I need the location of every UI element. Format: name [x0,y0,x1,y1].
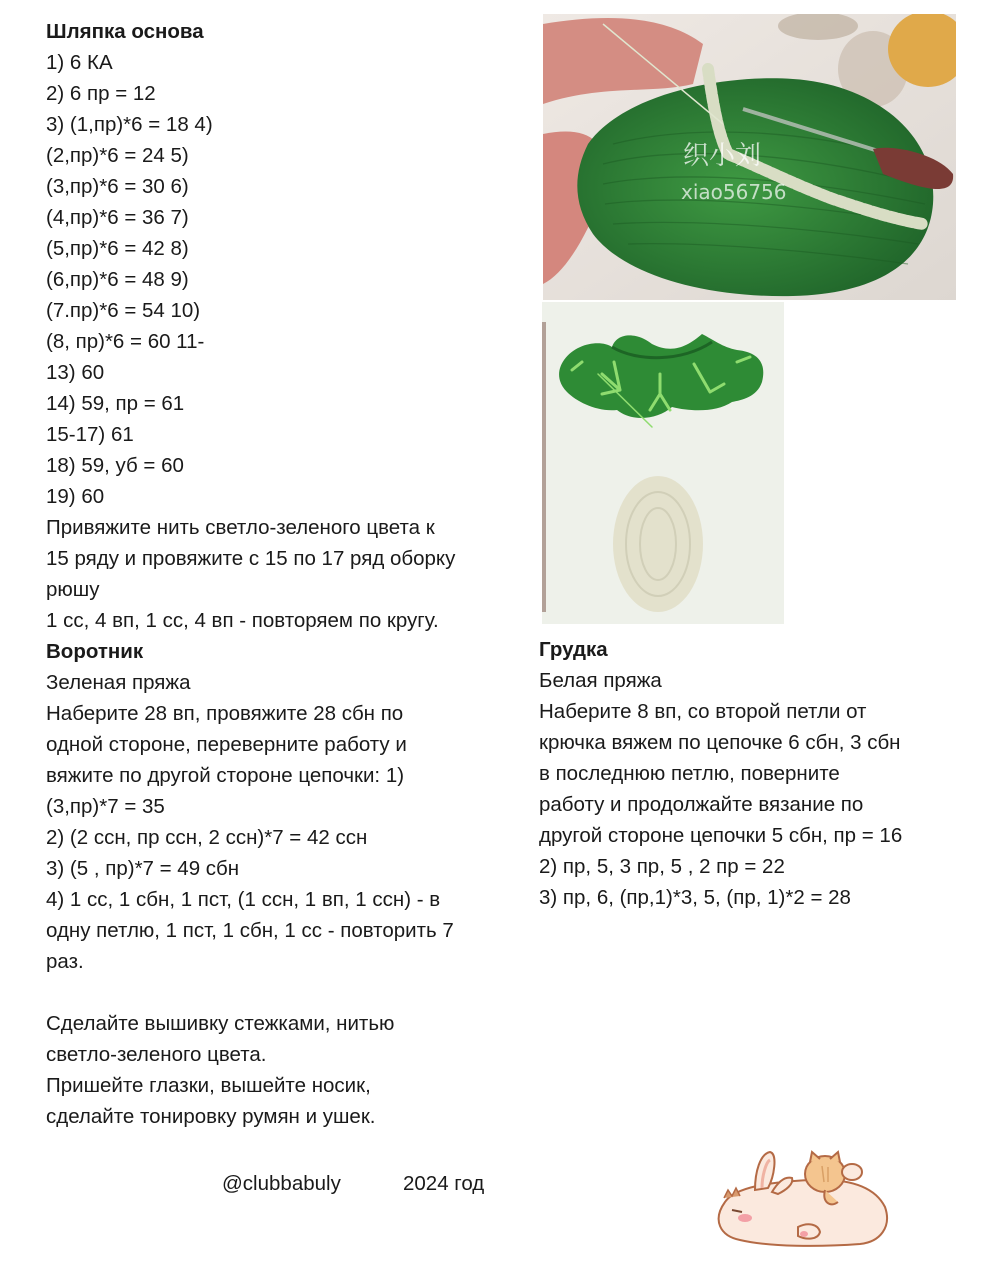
collar-step: вяжите по другой стороне цепочки: 1) [46,764,405,787]
collar-breast-photo [542,302,784,624]
breast-heading: Грудка [539,638,608,661]
finishing-line: Сделайте вышивку стежками, нитью [46,1012,395,1035]
collar-step: раз. [46,950,84,973]
hat-step: (4,пр)*6 = 36 7) [46,206,189,229]
breast-yarn: Белая пряжа [539,669,662,692]
watermark-text: xiao56756 [681,180,787,204]
hat-step: 2) 6 пр = 12 [46,82,156,105]
hat-crochet-photo [543,14,956,300]
hat-ruffle-instruction: 1 сс, 4 вп, 1 сс, 4 вп - повторяем по кругу. [46,609,439,632]
hat-step: (3,пр)*6 = 30 6) [46,175,189,198]
finishing-line: Пришейте глазки, вышейте носик, [46,1074,371,1097]
finishing-line: светло-зеленого цвета. [46,1043,267,1066]
breast-step: 3) пр, 6, (пр,1)*3, 5, (пр, 1)*2 = 28 [539,886,851,909]
hat-step: 13) 60 [46,361,105,384]
hat-step: 18) 59, уб = 60 [46,454,184,477]
hat-crochet-illustration [543,14,956,300]
collar-step: одну петлю, 1 пст, 1 сбн, 1 сс - повторить 7 [46,919,454,942]
hat-step: 3) (1,пр)*6 = 18 4) [46,113,213,136]
hat-ruffle-instruction: Привяжите нить светло-зеленого цвета к [46,516,435,539]
bunny-cat-sticker-icon [700,1132,910,1262]
watermark-cn: 织小刘 [683,141,762,171]
hat-step: 15-17) 61 [46,423,134,446]
year-label: 2024 год [403,1172,485,1195]
left-column [46,16,526,1132]
breast-step: в последнюю петлю, поверните [539,762,840,785]
collar-step: (3,пр)*7 = 35 [46,795,165,818]
finishing-line: сделайте тонировку румян и ушек. [46,1105,376,1128]
collar-step: 3) (5 , пр)*7 = 49 сбн [46,857,240,880]
author-handle: @clubbabuly [222,1172,341,1195]
hat-base-steps [46,47,526,636]
collar-step: одной стороне, переверните работу и [46,733,407,756]
breast-step: работу и продолжайте вязание по [539,793,864,816]
collar-steps [46,667,526,977]
hat-step: 1) 6 КА [46,51,113,74]
hat-step: 14) 59, пр = 61 [46,392,185,415]
hat-step: (2,пр)*6 = 24 5) [46,144,189,167]
hat-ruffle-instruction: рюшу [46,578,100,601]
collar-yarn: Зеленая пряжа [46,671,191,694]
collar-step: 4) 1 сс, 1 сбн, 1 пст, (1 ссн, 1 вп, 1 ссн) - в [46,888,441,911]
spacer [46,977,526,1008]
collar-breast-illustration [542,302,784,624]
collar-step: 2) (2 ссн, пр ссн, 2 ссн)*7 = 42 ссн [46,826,368,849]
hat-step: (6,пр)*6 = 48 9) [46,268,189,291]
hat-base-heading: Шляпка основа [46,20,204,43]
breast-step: крючка вяжем по цепочке 6 сбн, 3 сбн [539,731,901,754]
breast-step: Наберите 8 вп, со второй петли от [539,700,867,723]
breast-step: 2) пр, 5, 3 пр, 5 , 2 пр = 22 [539,855,785,878]
right-column [539,634,969,913]
hat-ruffle-instruction: 15 ряду и провяжите с 15 по 17 ряд оборку [46,547,456,570]
hat-step: (7.пр)*6 = 54 10) [46,299,201,322]
hat-step: 19) 60 [46,485,105,508]
breast-step: другой стороне цепочки 5 сбн, пр = 16 [539,824,903,847]
collar-heading: Воротник [46,640,144,663]
collar-step: Наберите 28 вп, провяжите 28 сбн по [46,702,404,725]
hat-step: (8, пр)*6 = 60 11- [46,330,205,353]
hat-step: (5,пр)*6 = 42 8) [46,237,189,260]
finishing-notes [46,1008,526,1132]
